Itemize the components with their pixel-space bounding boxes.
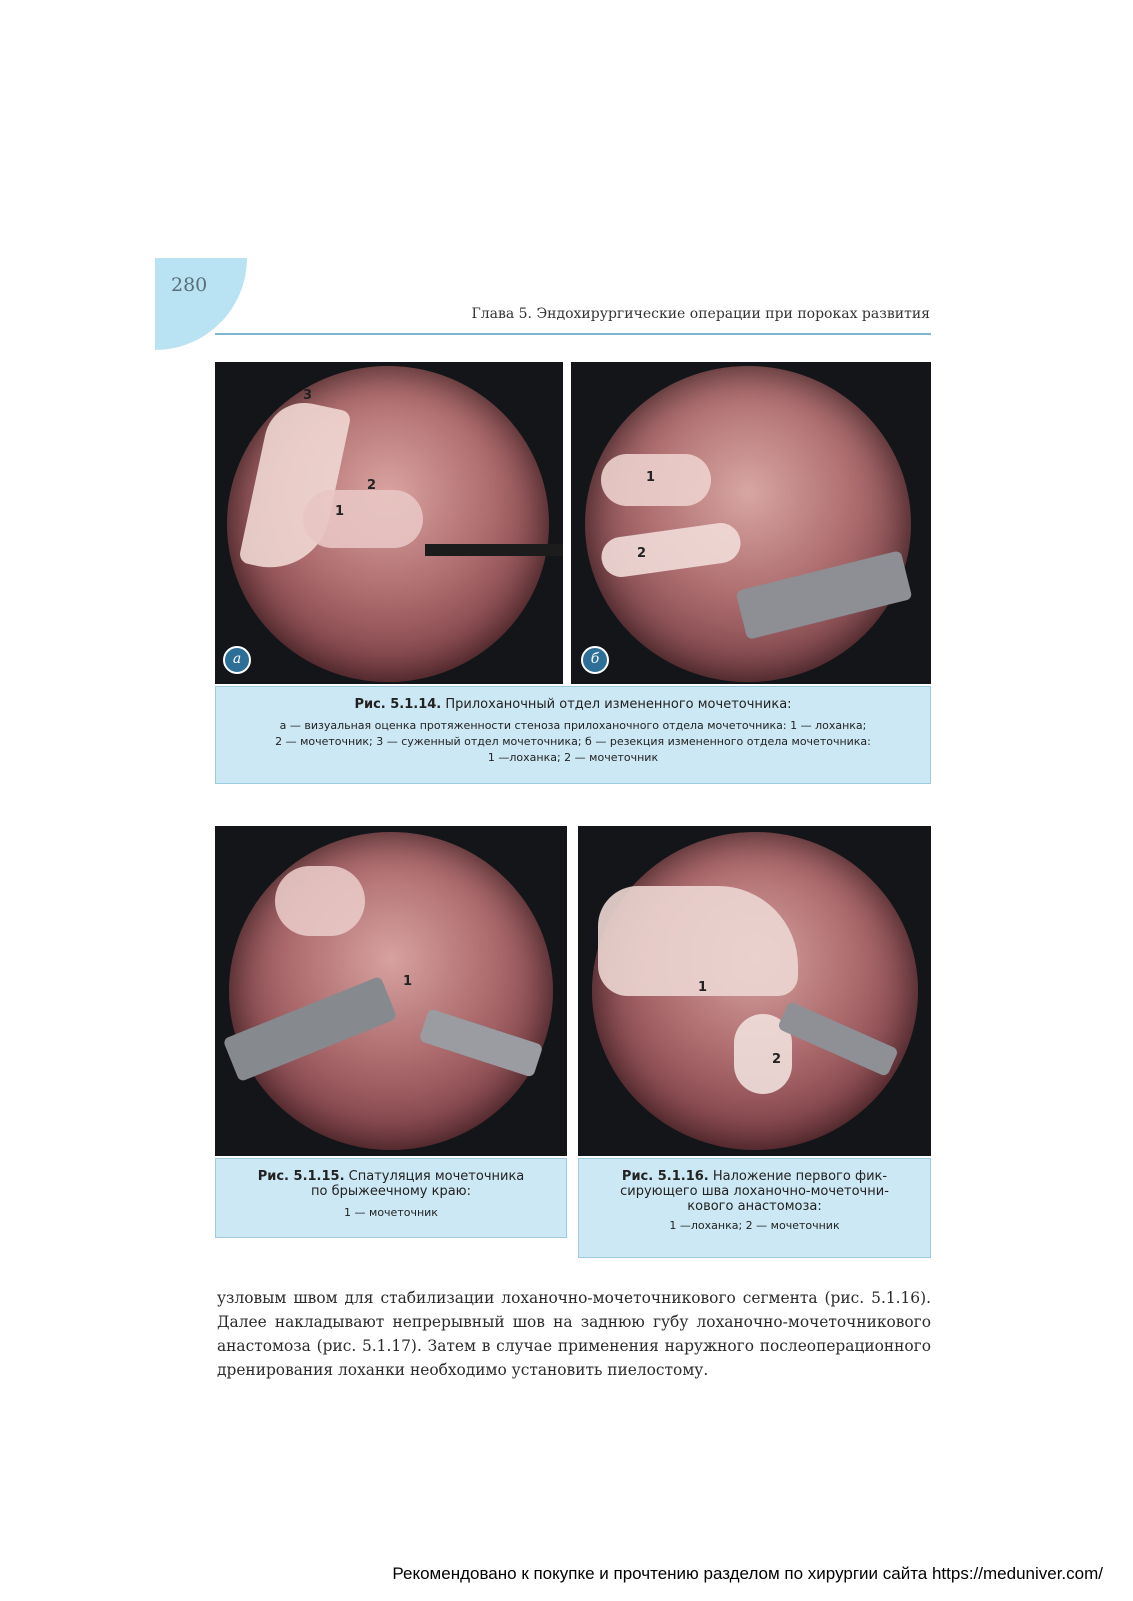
page-number-tab	[155, 258, 247, 350]
panel-letter-a: а	[223, 646, 251, 674]
panel-letter-b: б	[581, 646, 609, 674]
label-2: 2	[367, 478, 377, 493]
tissue	[275, 866, 365, 936]
caption-line: 2 — мочеточник; 3 — суженный отдел мочеточника; б — резекция измененного отдела мочеточника:	[275, 735, 871, 748]
caption-line: 1 —лоханка; 2 — мочеточник	[487, 751, 659, 764]
figure-14b-photo	[571, 362, 931, 684]
label-1: 1	[698, 980, 708, 995]
figure-14-caption	[215, 686, 931, 784]
label-2: 2	[637, 546, 647, 561]
label-3: 3	[303, 388, 313, 403]
figure-15-caption	[215, 1158, 567, 1238]
caption-line: 1 —лоханка; 2 — мочеточник	[669, 1219, 840, 1232]
pelvis-tissue	[303, 490, 423, 548]
caption-heading-line-2: сирующего шва лоханочно-мочеточни-	[620, 1184, 889, 1199]
caption-title: Рис. 5.1.16.	[621, 1169, 709, 1184]
label-1: 1	[403, 974, 413, 989]
caption-heading-text: Наложение первого фик-	[712, 1169, 888, 1184]
body-paragraph: узловым швом для стабилизации лоханочно-мочеточникового сегмента (рис. 5.1.16). Далее накладывают непрерывный шов на заднюю губу лоханочно-мочеточникового анастомоза (рис. 5.1.17). Затем в случае применения наружного послеоперационного дренирования лоханки необходимо установить пиелостому.	[217, 1289, 931, 1379]
caption-heading	[216, 697, 930, 712]
caption-heading-line-2: по брыжеечному краю:	[311, 1184, 471, 1199]
label-2: 2	[772, 1052, 782, 1067]
page-number: 280	[171, 274, 208, 296]
footer-recommendation: Рекомендовано к покупке и прочтению разделом по хирургии сайта https://meduniver.com/	[392, 1564, 1103, 1583]
figure-15-photo	[215, 826, 567, 1156]
caption-heading	[216, 1169, 566, 1184]
caption-heading-line-3: кового анастомоза:	[687, 1199, 822, 1214]
caption-title: Рис. 5.1.14.	[354, 697, 442, 712]
figure-16-photo	[578, 826, 931, 1156]
label-1: 1	[335, 504, 345, 519]
figure-14a-photo	[215, 362, 563, 684]
label-1: 1	[646, 470, 656, 485]
caption-heading-text: Спатуляция мочеточника	[348, 1169, 525, 1184]
caption-line: а — визуальная оценка протяженности стеноза прилоханочного отдела мочеточника: 1 — лоханка;	[279, 719, 867, 732]
header-divider	[215, 333, 931, 335]
figure-16-caption	[578, 1158, 931, 1258]
instrument	[425, 544, 563, 556]
endoscopic-view-circle	[229, 832, 553, 1150]
caption-title: Рис. 5.1.15.	[257, 1169, 345, 1184]
caption-line: 1 — мочеточник	[344, 1206, 438, 1219]
caption-heading-text: Прилоханочный отдел измененного мочеточника:	[445, 697, 792, 712]
running-head: Глава 5. Эндохирургические операции при пороках развития	[471, 306, 930, 322]
caption-heading	[579, 1169, 930, 1184]
pelvis-tissue	[601, 454, 711, 506]
